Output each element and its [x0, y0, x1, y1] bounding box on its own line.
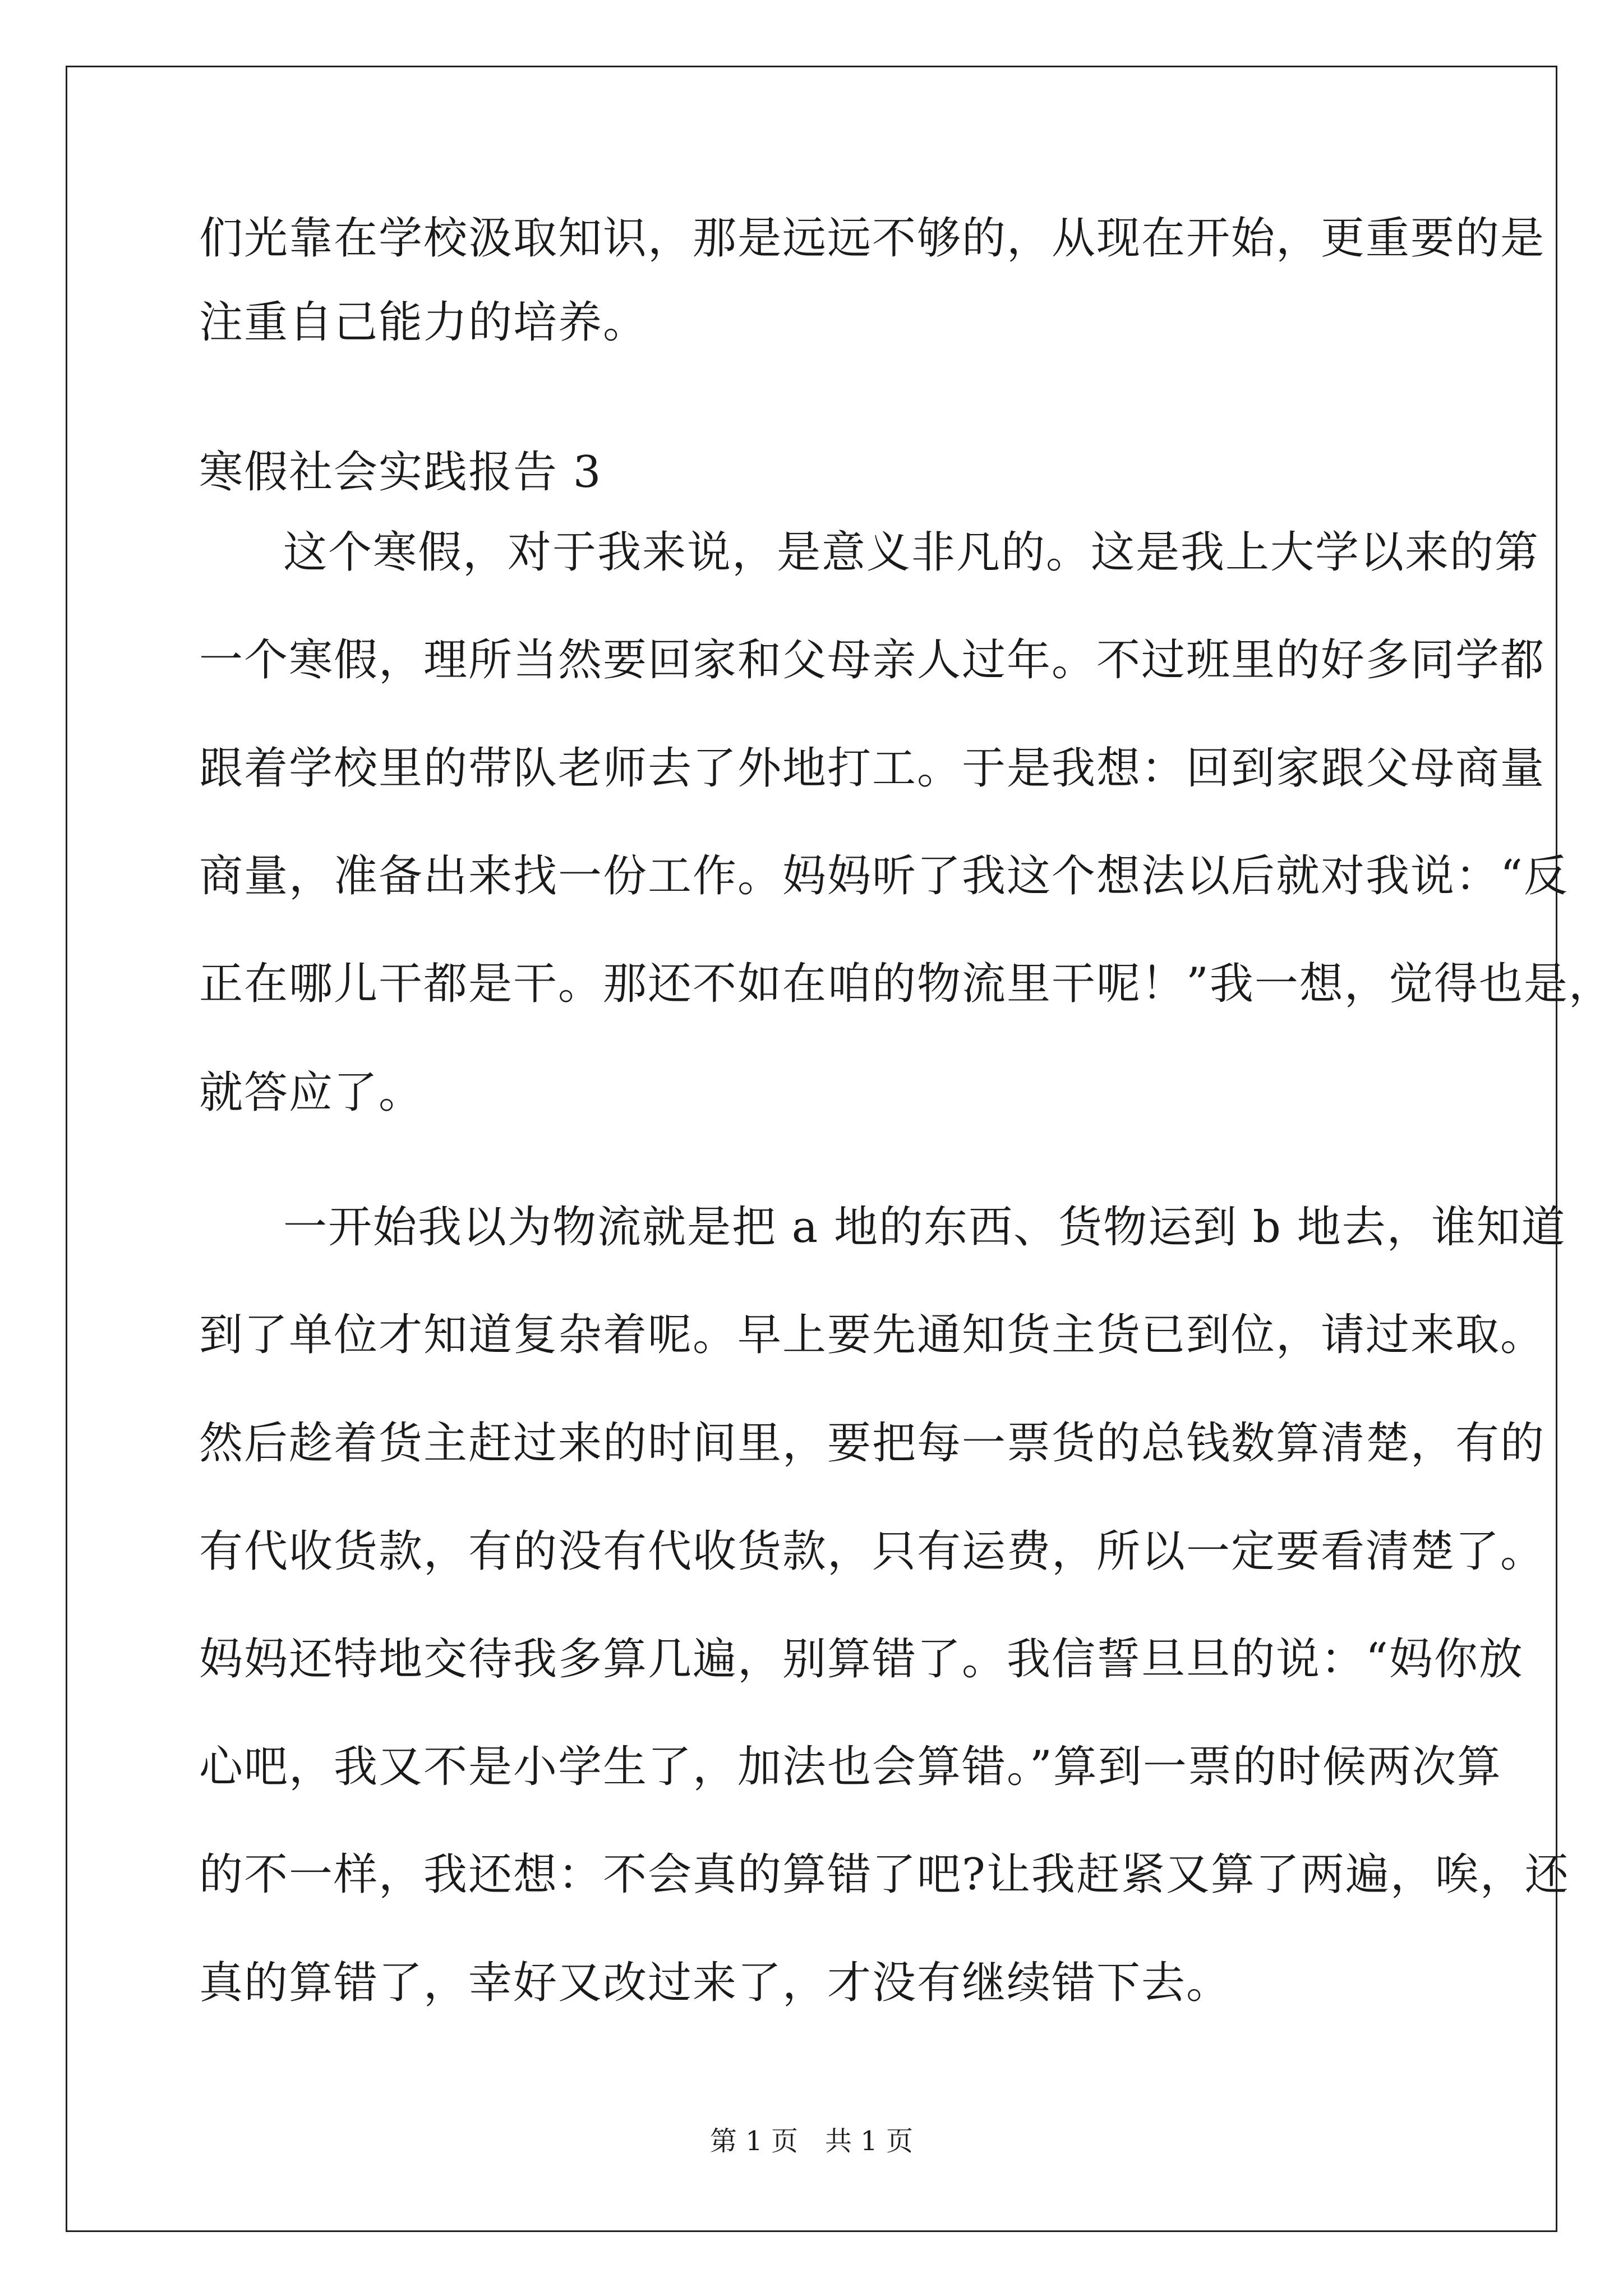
body-line: 商量，准备出来找一份工作。妈妈听了我这个想法以后就对我说：“反 [199, 851, 1569, 901]
body-line: 们光靠在学校汲取知识，那是远远不够的，从现在开始，更重要的是 [199, 213, 1546, 264]
body-line: 这个寒假，对于我来说，是意义非凡的。这是我上大学以来的第 [283, 527, 1540, 578]
body-line: 就答应了。 [199, 1068, 424, 1118]
page-number-footer: 第 1 页 共 1 页 [709, 2125, 914, 2157]
body-line: 一开始我以为物流就是把 a 地的东西、货物运到 b 地去，谁知道 [283, 1202, 1566, 1253]
section-heading: 寒假社会实践报告 3 [199, 447, 602, 498]
body-line: 真的算错了，幸好又改过来了，才没有继续错下去。 [199, 1958, 1232, 2008]
body-line: 有代收货款，有的没有代收货款，只有运费，所以一定要看清楚了。 [199, 1526, 1546, 1577]
body-line: 注重自己能力的培养。 [199, 297, 648, 348]
body-line: 跟着学校里的带队老师去了外地打工。于是我想：回到家跟父母商量 [199, 743, 1546, 794]
body-line: 正在哪儿干都是干。那还不如在咱的物流里干呢！”我一想，觉得也是， [199, 959, 1613, 1009]
body-line: 妈妈还特地交待我多算几遍，别算错了。我信誓旦旦的说：“妈你放 [199, 1634, 1524, 1685]
body-line: 一个寒假，理所当然要回家和父母亲人过年。不过班里的好多同学都 [199, 635, 1546, 685]
body-line: 然后趁着货主赶过来的时间里，要把每一票货的总钱数算清楚，有的 [199, 1418, 1546, 1469]
body-line: 的不一样，我还想：不会真的算错了吧?让我赶紧又算了两遍，唉，还 [199, 1849, 1570, 1900]
body-line: 到了单位才知道复杂着呢。早上要先通知货主货已到位，请过来取。 [199, 1310, 1546, 1360]
page-border [66, 66, 1557, 2232]
body-line: 心吧，我又不是小学生了，加法也会算错。”算到一票的时候两次算 [199, 1742, 1502, 1792]
